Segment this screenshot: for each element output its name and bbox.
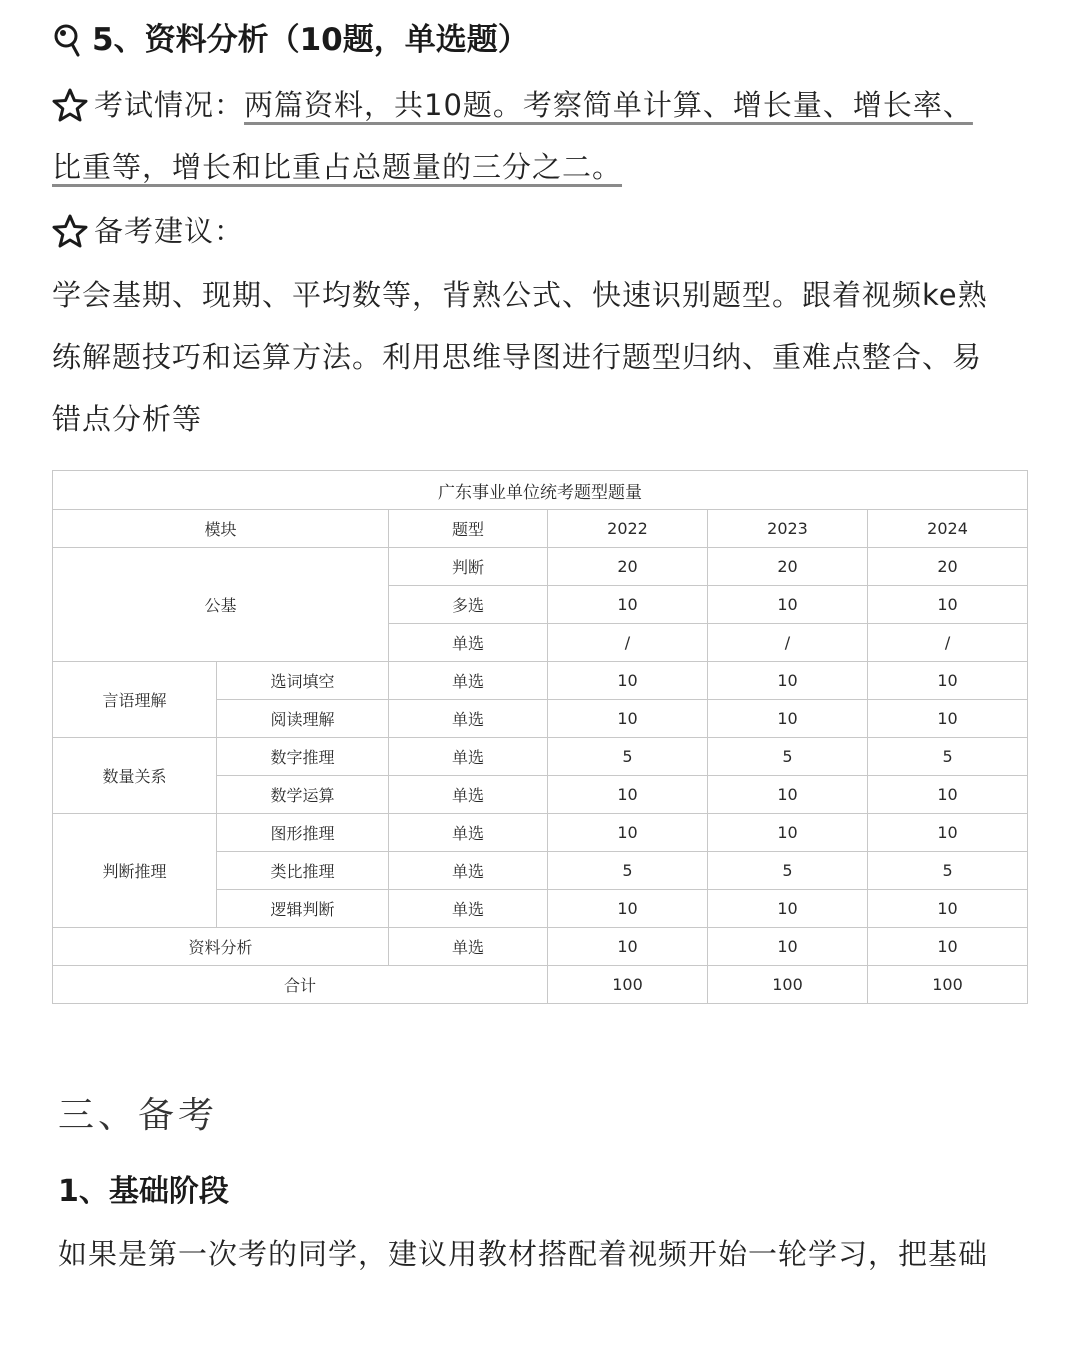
table-row	[53, 548, 1028, 586]
type-cell: 判断	[389, 548, 548, 586]
subtype-cell: 选词填空	[217, 662, 389, 700]
stage-1-heading: 1、基础阶段	[58, 1174, 229, 1209]
value-cell: 10	[868, 814, 1028, 852]
total-value: 100	[548, 966, 708, 1004]
star-icon	[52, 87, 88, 123]
section-5-heading	[52, 18, 529, 62]
exam-situation-line2	[52, 136, 1037, 198]
value-cell: 10	[708, 662, 868, 700]
value-cell: /	[548, 624, 708, 662]
module-cell: 数量关系	[53, 738, 217, 814]
exam-situation-text-2: 比重等，增长和比重占总题量的三分之二。	[52, 150, 623, 184]
value-cell: 5	[708, 852, 868, 890]
type-cell: 单选	[389, 814, 548, 852]
value-cell: 10	[868, 662, 1028, 700]
module-cell: 资料分析	[53, 928, 389, 966]
total-label: 合计	[53, 966, 548, 1004]
subtype-cell: 类比推理	[217, 852, 389, 890]
value-cell: 10	[548, 586, 708, 624]
value-cell: 10	[868, 776, 1028, 814]
value-cell: /	[868, 624, 1028, 662]
table-row	[53, 814, 1028, 852]
value-cell: 20	[548, 548, 708, 586]
value-cell: 5	[548, 738, 708, 776]
header-2022: 2022	[548, 510, 708, 548]
subtype-cell: 数字推理	[217, 738, 389, 776]
prep-advice-line-3: 错点分析等	[52, 402, 203, 436]
value-cell: 10	[708, 814, 868, 852]
value-cell: 10	[708, 928, 868, 966]
total-value: 100	[708, 966, 868, 1004]
exam-situation-text-1: 两篇资料，共10题。考察简单计算、增长量、增长率、	[244, 88, 973, 122]
value-cell: 20	[868, 548, 1028, 586]
question-count-table	[52, 470, 1028, 1004]
type-cell: 单选	[389, 738, 548, 776]
subtype-cell: 阅读理解	[217, 700, 389, 738]
value-cell: 10	[708, 776, 868, 814]
value-cell: 10	[548, 928, 708, 966]
type-cell: 单选	[389, 776, 548, 814]
table-total-row	[53, 966, 1028, 1004]
table-title: 广东事业单位统考题型题量	[53, 471, 1028, 510]
table-row	[53, 738, 1028, 776]
module-cell: 公基	[53, 548, 389, 662]
prep-advice-text	[52, 264, 1037, 450]
table-row	[53, 928, 1028, 966]
table-header-row	[53, 510, 1028, 548]
value-cell: 5	[868, 852, 1028, 890]
value-cell: 10	[548, 814, 708, 852]
header-type: 题型	[389, 510, 548, 548]
pushpin-icon	[52, 23, 84, 57]
total-value: 100	[868, 966, 1028, 1004]
type-cell: 多选	[389, 586, 548, 624]
value-cell: 10	[708, 890, 868, 928]
value-cell: 5	[868, 738, 1028, 776]
star-icon	[52, 213, 88, 249]
header-2023: 2023	[708, 510, 868, 548]
value-cell: 10	[868, 928, 1028, 966]
exam-situation-line1	[52, 74, 1037, 136]
subtype-cell: 逻辑判断	[217, 890, 389, 928]
type-cell: 单选	[389, 700, 548, 738]
stage-1-text: 如果是第一次考的同学，建议用教材搭配着视频开始一轮学习，把基础	[58, 1237, 989, 1271]
type-cell: 单选	[389, 890, 548, 928]
subtype-cell: 数学运算	[217, 776, 389, 814]
value-cell: 10	[548, 700, 708, 738]
value-cell: 10	[868, 700, 1028, 738]
section-5-title: 5、资料分析（10题，单选题）	[92, 22, 529, 58]
value-cell: 10	[708, 700, 868, 738]
value-cell: 10	[548, 662, 708, 700]
section-3-heading: 三、备考	[58, 1095, 219, 1136]
subtype-cell: 图形推理	[217, 814, 389, 852]
type-cell: 单选	[389, 928, 548, 966]
value-cell: 10	[548, 890, 708, 928]
module-cell: 言语理解	[53, 662, 217, 738]
prep-advice-label: 备考建议：	[94, 214, 245, 248]
prep-advice-line-2: 练解题技巧和运算方法。利用思维导图进行题型归纳、重难点整合、易	[52, 340, 983, 374]
value-cell: 10	[868, 890, 1028, 928]
exam-situation-label: 考试情况：	[94, 88, 245, 122]
module-cell: 判断推理	[53, 814, 217, 928]
type-cell: 单选	[389, 852, 548, 890]
type-cell: 单选	[389, 662, 548, 700]
value-cell: 10	[868, 586, 1028, 624]
prep-advice-line-1: 学会基期、现期、平均数等，背熟公式、快速识别题型。跟着视频ke熟	[52, 278, 988, 312]
value-cell: 5	[708, 738, 868, 776]
value-cell: 10	[548, 776, 708, 814]
type-cell: 单选	[389, 624, 548, 662]
value-cell: /	[708, 624, 868, 662]
header-2024: 2024	[868, 510, 1028, 548]
prep-advice-heading	[52, 200, 1037, 262]
value-cell: 5	[548, 852, 708, 890]
header-module: 模块	[53, 510, 389, 548]
value-cell: 10	[708, 586, 868, 624]
table-row	[53, 662, 1028, 700]
value-cell: 20	[708, 548, 868, 586]
